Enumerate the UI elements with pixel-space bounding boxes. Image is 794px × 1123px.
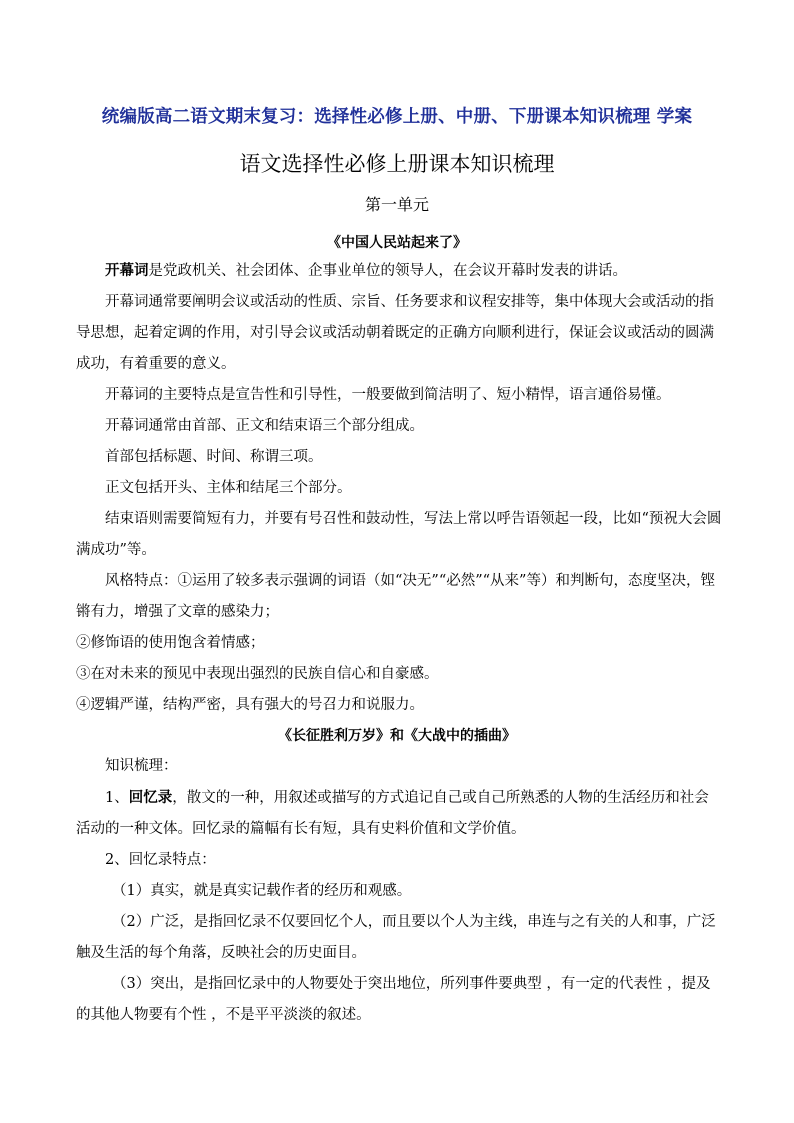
paragraph: 正文包括开头、主体和结尾三个部分。 [105,480,352,496]
section-title-1: 《中国人民站起来了》 [327,235,467,251]
section-1-body [76,255,722,721]
paragraph: 结束语则需要简短有力，并要有号召性和鼓动性，写法上常以呼告语领起一段，比如“预祝大会圆满成功”等。 [76,511,722,558]
paragraph: （3）突出，是指回忆录中的人物要处于突出地位，所列事件要典型 ，有一定的代表性 ，提及的其他人物要有个性 ，不是平平淡淡的叙述。 [76,976,711,1023]
section-2-body [76,751,722,1031]
paragraph: 2、回忆录特点： [105,852,216,868]
paragraph: 风格特点：①运用了较多表示强调的词语（如“决无”“必然”“从来”等）和判断句，态度坚决，铿锵有力，增强了文章的感染力； [76,573,715,620]
header-title: 统编版高二语文期末复习：选择性必修上册、中册、下册课本知识梳理 学案 [101,107,693,127]
paragraph: 开幕词通常由首部、正文和结束语三个部分组成。 [105,418,424,434]
paragraph: 1、回忆录，散文的一种，用叙述或描写的方式追记自己或自己所熟悉的人物的生活经历和社会活动的一种文体。回忆录的篇幅有长有短，具有史料价值和文学价值。 [76,789,709,837]
paragraph: ③在对未来的预见中表现出强烈的民族自信心和自豪感。 [76,666,439,682]
section-title-2: 《长征胜利万岁》和《大战中的插曲》 [278,728,516,744]
paragraph: 开幕词通常要阐明会议或活动的性质、宗旨、任务要求和议程安排等，集中体现大会或活动的指导思想，起着定调的作用，对引导会议或活动朝着既定的正确方向顺利进行，保证会议或活动的圆满成功，有着重要的意义。 [76,294,714,372]
term-bold: 开幕词 [105,262,149,279]
unit-title: 第一单元 [364,195,429,214]
paragraph: 开幕词的主要特点是宣告性和引导性，一般要做到简洁明了、短小精悍，语言通俗易懂。 [105,387,671,403]
paragraph: ④逻辑严谨，结构严密，具有强大的号召力和说服力。 [76,697,424,713]
paragraph: （2）广泛，是指回忆录不仅要回忆个人，而且要以个人为主线，串连与之有关的人和事，广泛触及生活的每个角落，反映社会的历史面目。 [76,914,716,961]
paragraph: 开幕词是党政机关、社会团体、企事业单位的领导人，在会议开幕时发表的讲话。 [105,262,627,279]
term-bold: 回忆录 [128,789,173,806]
document-title: 语文选择性必修上册课本知识梳理 [239,152,555,176]
paragraph: 知识梳理： [105,758,178,774]
paragraph: ②修饰语的使用饱含着情感； [76,635,265,651]
paragraph: 首部包括标题、时间、称谓三项。 [105,449,323,465]
paragraph: （1）真实，就是真实记载作者的经历和观感。 [112,883,412,899]
